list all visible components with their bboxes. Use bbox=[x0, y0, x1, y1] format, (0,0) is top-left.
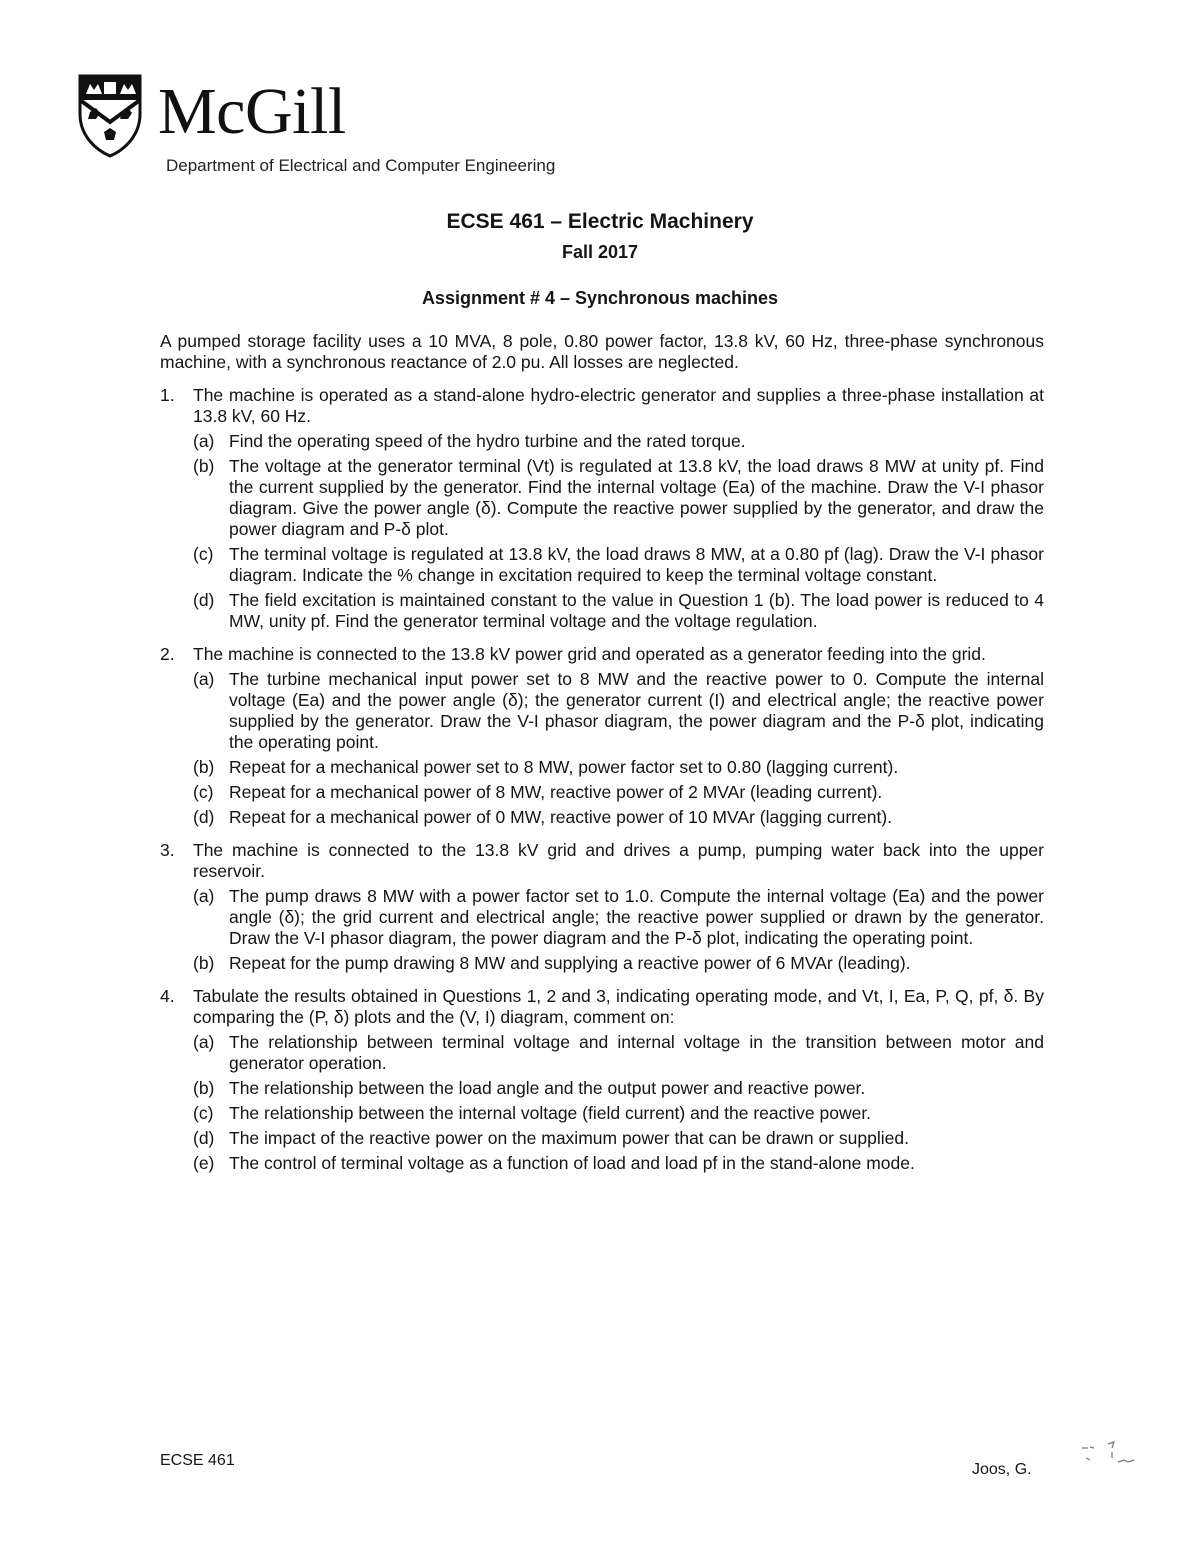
question-part bbox=[193, 953, 1044, 974]
question-text: The machine is operated as a stand-alone hydro-electric generator and supplies a three-phase installation at 13.8 kV, 60 Hz. bbox=[193, 385, 1044, 426]
mcgill-crest-logo bbox=[76, 72, 144, 158]
question-text: The machine is connected to the 13.8 kV power grid and operated as a generator feeding into the grid. bbox=[193, 644, 986, 664]
part-text: The relationship between the load angle and the output power and reactive power. bbox=[229, 1078, 866, 1098]
part-text: The turbine mechanical input power set to 8 MW and the reactive power to 0. Compute the internal voltage (Ea) and the power angle (δ); the generator current (I) and electrical angle; the reactive power supplied by the generator. Draw the V-I phasor diagram, the power diagram and the P-δ plot, indicating the operating point. bbox=[229, 669, 1044, 752]
part-text: The terminal voltage is regulated at 13.8 kV, the load draws 8 MW, at a 0.80 pf (lag). Draw the V-I phasor diagram. Indicate the % change in excitation required to keep the terminal voltage constant. bbox=[229, 544, 1044, 585]
question-3 bbox=[160, 840, 1044, 974]
part-label: (d) bbox=[193, 1128, 215, 1148]
part-label: (a) bbox=[193, 431, 215, 451]
part-text: Repeat for a mechanical power of 0 MW, reactive power of 10 MVAr (lagging current). bbox=[229, 807, 893, 827]
assignment-body bbox=[160, 331, 1044, 1174]
question-2 bbox=[160, 644, 1044, 828]
footer-course: ECSE 461 bbox=[160, 1452, 235, 1469]
part-text: The pump draws 8 MW with a power factor set to 1.0. Compute the internal voltage (Ea) and the power angle (δ); the grid current and electrical angle; the reactive power supplied or drawn by the generator. Draw the V-I phasor diagram, the power diagram and the P-δ plot, indicating the operating point. bbox=[229, 886, 1044, 948]
department-name: Department of Electrical and Computer Engineering bbox=[166, 156, 556, 175]
question-1 bbox=[160, 385, 1044, 632]
question-part bbox=[193, 1128, 1044, 1149]
question-part bbox=[193, 544, 1044, 586]
question-number: 4. bbox=[160, 986, 175, 1006]
term: Fall 2017 bbox=[561, 242, 639, 262]
part-text: The impact of the reactive power on the maximum power that can be drawn or supplied. bbox=[229, 1128, 909, 1148]
part-label: (b) bbox=[193, 456, 215, 476]
question-number: 2. bbox=[160, 644, 175, 664]
part-label: (d) bbox=[193, 807, 215, 827]
part-text: Repeat for the pump drawing 8 MW and supplying a reactive power of 6 MVAr (leading). bbox=[229, 953, 911, 973]
part-label: (a) bbox=[193, 886, 215, 906]
part-text: The relationship between the internal voltage (field current) and the reactive power. bbox=[229, 1103, 872, 1123]
question-part bbox=[193, 1032, 1044, 1074]
title-block bbox=[0, 208, 1200, 311]
question-part bbox=[193, 782, 1044, 803]
question-number: 1. bbox=[160, 385, 175, 405]
part-label: (c) bbox=[193, 782, 214, 802]
mcgill-wordmark: McGill bbox=[158, 75, 346, 148]
part-label: (c) bbox=[193, 544, 214, 564]
part-text: The voltage at the generator terminal (Vt) is regulated at 13.8 kV, the load draws 8 MW at unity pf. Find the current supplied by the generator. Find the internal voltage (Ea) of the machine. Draw the V-I phasor diagram. Give the power angle (δ). Compute the reactive power supplied by the generator, and draw the power diagram and P-δ plot. bbox=[229, 456, 1044, 539]
question-part bbox=[193, 431, 1044, 452]
question-part bbox=[193, 669, 1044, 753]
part-text: The control of terminal voltage as a function of load and load pf in the stand-alone mode. bbox=[229, 1153, 915, 1173]
question-part bbox=[193, 1153, 1044, 1174]
question-part bbox=[193, 590, 1044, 632]
question-part bbox=[193, 1103, 1044, 1124]
question-4 bbox=[160, 986, 1044, 1174]
part-label: (d) bbox=[193, 590, 215, 610]
question-part bbox=[193, 807, 1044, 828]
part-label: (e) bbox=[193, 1153, 215, 1173]
part-label: (b) bbox=[193, 1078, 215, 1098]
part-label: (a) bbox=[193, 669, 215, 689]
question-part bbox=[193, 1078, 1044, 1099]
question-part bbox=[193, 757, 1044, 778]
part-label: (b) bbox=[193, 953, 215, 973]
handwritten-margin-marks bbox=[1078, 1438, 1142, 1472]
part-text: Repeat for a mechanical power set to 8 MW, power factor set to 0.80 (lagging current). bbox=[229, 757, 899, 777]
part-text: The field excitation is maintained constant to the value in Question 1 (b). The load power is reduced to 4 MW, unity pf. Find the generator terminal voltage and the voltage regulation. bbox=[229, 590, 1044, 631]
part-label: (a) bbox=[193, 1032, 215, 1052]
part-label: (c) bbox=[193, 1103, 214, 1123]
course-title: ECSE 461 – Electric Machinery bbox=[446, 210, 754, 233]
intro-paragraph: A pumped storage facility uses a 10 MVA, 8 pole, 0.80 power factor, 13.8 kV, 60 Hz, three-phase synchronous machine, with a synchronous reactance of 2.0 pu. All losses are neglected. bbox=[160, 331, 1044, 372]
part-label: (b) bbox=[193, 757, 215, 777]
footer-author: Joos, G. bbox=[972, 1461, 1032, 1478]
part-text: The relationship between terminal voltage and internal voltage in the transition between motor and generator operation. bbox=[229, 1032, 1044, 1073]
assignment-title: Assignment # 4 – Synchronous machines bbox=[421, 288, 779, 308]
question-text: The machine is connected to the 13.8 kV grid and drives a pump, pumping water back into the upper reservoir. bbox=[193, 840, 1044, 881]
question-number: 3. bbox=[160, 840, 175, 860]
part-text: Repeat for a mechanical power of 8 MW, reactive power of 2 MVAr (leading current). bbox=[229, 782, 883, 802]
question-part bbox=[193, 886, 1044, 949]
question-part bbox=[193, 456, 1044, 540]
part-text: Find the operating speed of the hydro turbine and the rated torque. bbox=[229, 431, 746, 451]
question-text: Tabulate the results obtained in Questions 1, 2 and 3, indicating operating mode, and Vt, I, Ea, P, Q, pf, δ. By comparing the (P, δ) plots and the (V, I) diagram, comment on: bbox=[193, 986, 1044, 1027]
